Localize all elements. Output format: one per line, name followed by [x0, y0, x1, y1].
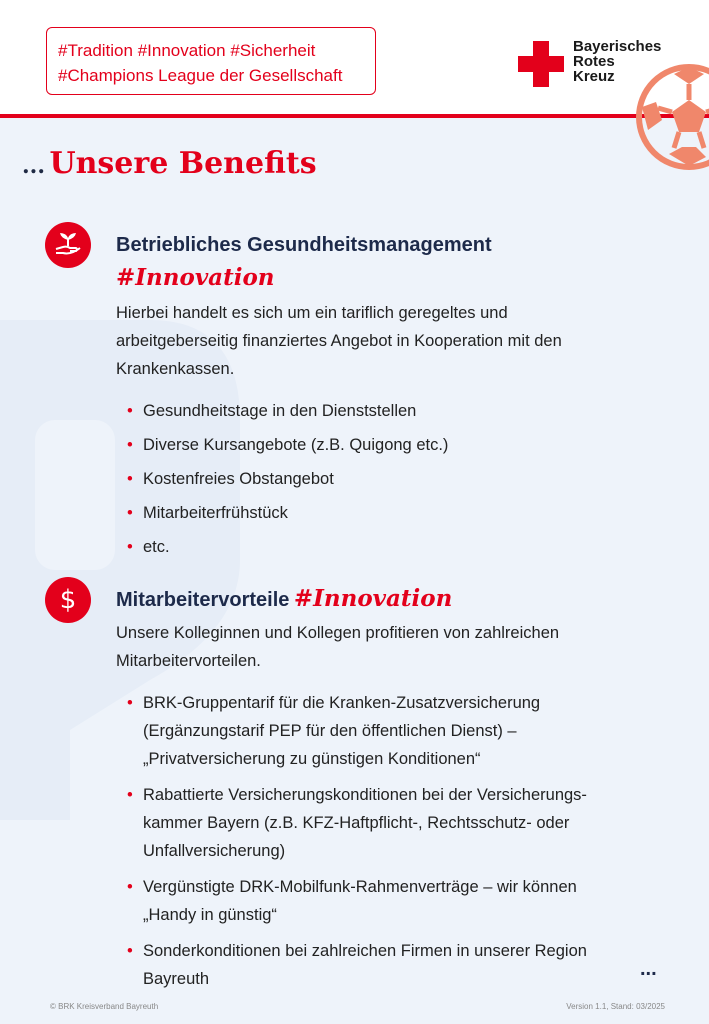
hashtags-line-1: #Tradition #Innovation #Sicherheit [58, 41, 316, 60]
list-item-line: Bayreuth [143, 970, 210, 988]
footer-copyright: © BRK Kreisverband Bayreuth [50, 1002, 159, 1011]
paragraph-line: arbeitgeberseitig finanziertes Angebot in Kooperation mit den [116, 332, 562, 350]
dollar-symbol: $ [59, 585, 77, 615]
red-cross-logo-icon [518, 41, 564, 87]
paragraph-line: Mitarbeitervorteilen. [116, 652, 261, 670]
section-1-bullet-list [127, 397, 448, 561]
continuation-ellipsis: ... [640, 958, 657, 980]
list-item: • Kostenfreies Obstangebot [127, 465, 448, 493]
list-item [127, 689, 587, 773]
list-item [127, 781, 587, 865]
hand-plant-icon [45, 222, 91, 268]
list-item [127, 937, 587, 993]
list-item: • Diverse Kursangebote (z.B. Quigong etc.) [127, 431, 448, 459]
section-2-title: Mitarbeitervorteile [116, 589, 290, 611]
section-2-bullet-list [127, 689, 587, 993]
header-divider [0, 114, 709, 118]
logo-line-3: Kreuz [573, 68, 615, 85]
list-item-line: • Vergünstigte DRK-Mobilfunk-Rahmenverträge – wir können [143, 878, 577, 896]
page-title-prefix: ... [22, 153, 45, 179]
football-graphic-icon [634, 62, 709, 172]
list-item-line: • BRK-Gruppentarif für die Kranken-Zusatzversicherung [143, 694, 541, 712]
section-2-paragraph [116, 619, 559, 675]
logo-line-1: Bayerisches [573, 38, 662, 55]
list-item-line: kammer Bayern (z.B. KFZ-Haftpflicht-, Rechtsschutz- oder [143, 814, 570, 832]
section-1-title: Betriebliches Gesundheitsmanagement [116, 234, 492, 256]
list-item-line: (Ergänzungstarif PEP für den öffentlichen Dienst) – [143, 722, 517, 740]
page-title-text: Unsere Benefits [49, 146, 317, 181]
list-item-line: Unfallversicherung) [143, 842, 286, 860]
list-item-line: „Privatversicherung zu günstigen Konditionen“ [143, 750, 481, 768]
footer-version: Version 1.1, Stand: 03/2025 [566, 1002, 665, 1011]
list-item-line: • Sonderkonditionen bei zahlreichen Firmen in unserer Region [143, 942, 587, 960]
list-item [127, 873, 587, 929]
paragraph-line: Unsere Kolleginnen und Kollegen profitieren von zahlreichen [116, 624, 560, 642]
list-item-line: „Handy in günstig“ [143, 906, 277, 924]
section-1-tag: #Innovation [116, 264, 275, 291]
section-2-tag: #Innovation [293, 585, 453, 612]
hashtags-line-2: #Champions League der Gesellschaft [58, 66, 343, 85]
page-title [22, 146, 317, 181]
list-item: • Gesundheitstage in den Dienststellen [127, 397, 448, 425]
hashtag-box [46, 27, 376, 95]
logo-line-2: Rotes [573, 53, 615, 70]
dollar-icon [45, 577, 91, 623]
list-item-line: • Rabattierte Versicherungskonditionen bei der Versicherungs- [143, 786, 587, 804]
section-2-heading [116, 585, 452, 612]
section-1-paragraph [116, 299, 562, 383]
paragraph-line: Krankenkassen. [116, 360, 235, 378]
list-item: • Mitarbeiterfrühstück [127, 499, 448, 527]
list-item: • etc. [127, 533, 448, 561]
paragraph-line: Hierbei handelt es sich um ein tariflich geregeltes und [116, 304, 508, 322]
